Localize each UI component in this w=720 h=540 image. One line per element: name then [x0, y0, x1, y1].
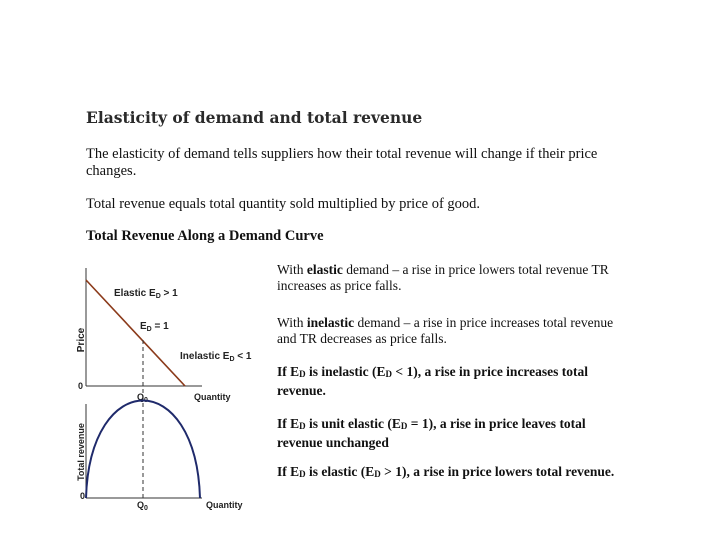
r2-rest: demand – a rise in price increases total revenue and TR decreases as price falls.: [277, 315, 614, 346]
inelastic-rule: [277, 364, 627, 398]
elastic-demand-note: [277, 262, 627, 293]
r3-sub-2: D: [385, 369, 393, 379]
r5-part-1: If E: [277, 464, 300, 479]
demand-revenue-figure: [70, 258, 270, 523]
total-revenue-axis-label: Total revenue: [76, 423, 86, 481]
q0-label-top: $Q_0$: [137, 392, 148, 404]
r3-part-1: If E: [277, 364, 300, 379]
r4-part-2: is unit elastic (E: [305, 416, 401, 431]
r2-prefix: With: [277, 315, 307, 330]
r4-part-3: = 1), a rise in price leaves total revenue unchanged: [277, 416, 586, 450]
inelastic-label: Inelastic $E_D < 1$: [180, 351, 252, 363]
quantity-label-bottom: Quantity: [206, 500, 243, 510]
r1-emphasis: elastic: [306, 262, 343, 277]
price-axis-label: Price: [76, 327, 87, 353]
r5-sub-2: D: [374, 469, 381, 479]
unit-elastic-label: $E_D = 1$: [140, 321, 169, 333]
r3-sub-1: D: [299, 369, 306, 379]
r3-part-3: < 1), a rise in price increases total revenue.: [277, 364, 589, 398]
r5-part-2: is elastic (E: [305, 464, 375, 479]
r5-sub-1: D: [299, 469, 306, 479]
r1-prefix: With: [277, 262, 307, 277]
elastic-rule: [277, 464, 627, 483]
q0-label-bottom: $Q_0$: [137, 500, 148, 512]
total-revenue-definition: Total revenue equals total quantity sold multiplied by price of good.: [86, 196, 481, 212]
r2-emphasis: inelastic: [306, 315, 355, 330]
r3-part-2: is inelastic (E: [305, 364, 386, 379]
page-title: Elasticity of demand and total revenue: [86, 108, 423, 127]
origin-label-top: 0: [78, 381, 84, 391]
r4-part-1: If E: [277, 416, 300, 431]
quantity-label-top: Quantity: [194, 392, 231, 402]
origin-label-bottom: 0: [80, 491, 86, 501]
r4-sub-2: D: [400, 421, 408, 431]
inelastic-demand-note: [277, 315, 627, 346]
intro-paragraph: The elasticity of demand tells suppliers how their total revenue will change if their price changes.: [86, 146, 598, 179]
elastic-label: Elastic $E_D > 1$: [114, 288, 178, 300]
unit-elastic-rule: [277, 416, 627, 450]
figure-svg: [70, 258, 270, 518]
r5-part-3: > 1), a rise in price lowers total revenue.: [380, 464, 615, 479]
r4-sub-1: D: [299, 421, 306, 431]
r1-rest: demand – a rise in price lowers total revenue TR increases as price falls.: [277, 262, 609, 293]
figure-heading: Total Revenue Along a Demand Curve: [86, 228, 324, 244]
